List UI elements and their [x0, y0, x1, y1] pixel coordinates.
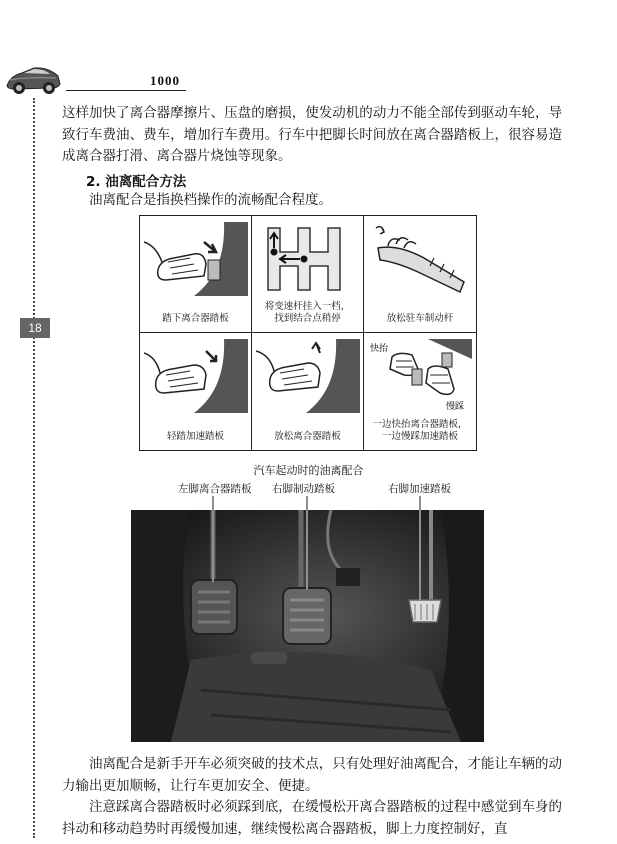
paragraph-3: 油离配合是新手开车必须突破的技术点，只有处理好油离配合，才能让车辆的动力输出更加顺畅，让行车更加安全、便捷。 [62, 756, 562, 794]
grid-cell-fast-release-slow-press [364, 333, 476, 450]
pedals-photo [131, 510, 484, 742]
car-logo-icon [4, 62, 62, 96]
paragraph-2: 油离配合是指换档操作的流畅配合程度。 [89, 192, 332, 208]
accelerator-pedal-shape [409, 600, 441, 622]
header-rule [66, 90, 186, 91]
instruction-grid [139, 215, 477, 451]
grid-cell-release-clutch [252, 333, 364, 450]
grid-caption-4: 轻踏加速踏板 [166, 431, 224, 442]
label-slow: 慢踩 [446, 402, 465, 412]
press-clutch-illustration-icon [144, 222, 248, 296]
grid-caption-6: 一边快抬离合器踏板， 一边慢踩加速踏板 [372, 419, 468, 442]
label-brake-pedal: 右脚制动踏板 [272, 483, 335, 495]
page-number: 18 [20, 318, 50, 338]
label-fast: 快抬 [370, 344, 389, 354]
handbrake-hand-icon [368, 222, 472, 296]
photo-title: 汽车起动时的油离配合 [253, 464, 364, 477]
grid-cell-release-handbrake [364, 216, 476, 333]
paragraph-4: 注意踩离合器踏板时必须踩到底，在缓慢松开离合器踏板的过程中感觉到车身的抖动和移动趋势时再缓慢加速，继续慢松离合器踏板，脚上力度控制好，直 [62, 799, 562, 837]
paragraph-1: 这样加快了离合器摩擦片、压盘的磨损，使发动机的动力不能全部传到驱动车轮，导致行车费油、费车，增加行车费用。行车中把脚长时间放在离合器踏板上，很容易造成离合器打滑、离合器片烧蚀等现象。 [62, 105, 562, 164]
brake-pedal-shape [283, 588, 331, 644]
clutch-pedal-shape [191, 580, 237, 634]
section-heading: 2. 油离配合方法 [86, 174, 187, 190]
grid-cell-first-gear [252, 216, 364, 333]
grid-cell-press-clutch [140, 216, 252, 333]
book-title: 1000 [150, 73, 180, 88]
grid-caption-5: 放松离合器踏板 [274, 431, 341, 442]
grid-caption-2: 将变速杆挂入一档， 找到结合点稍停 [264, 301, 351, 324]
label-accelerator-pedal: 右脚加速踏板 [388, 483, 451, 495]
release-clutch-illustration-icon [256, 339, 360, 413]
grid-caption-3: 放松驻车制动杆 [386, 313, 454, 324]
grid-caption-1: 踏下离合器踏板 [162, 313, 229, 324]
gear-shift-pattern-icon [256, 222, 360, 296]
label-clutch-pedal: 左脚离合器踏板 [178, 483, 252, 495]
grid-cell-light-accelerator [140, 333, 252, 450]
light-accelerator-illustration-icon [144, 339, 248, 413]
fast-release-slow-press-illustration-icon [368, 339, 472, 413]
